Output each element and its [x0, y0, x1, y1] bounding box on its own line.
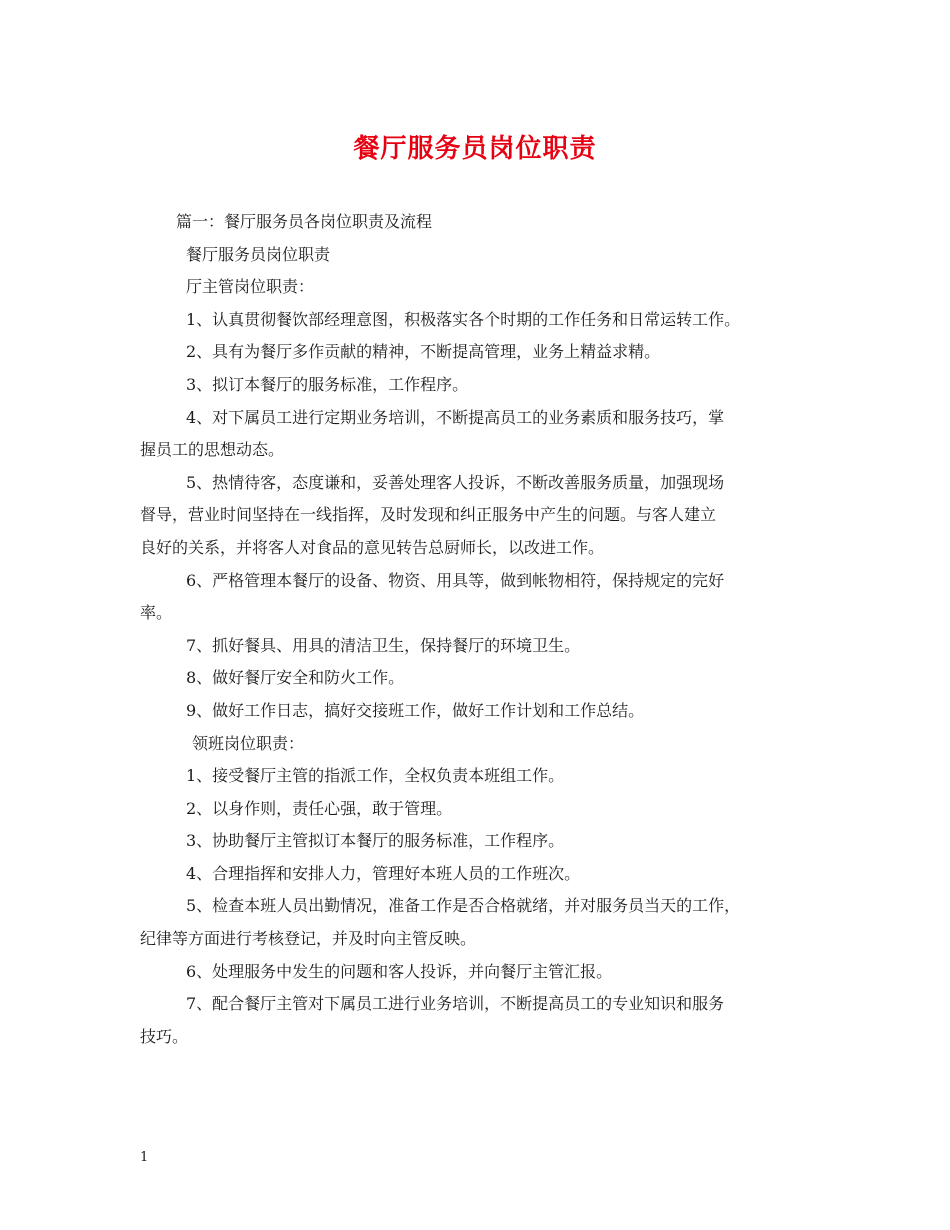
role-heading: 厅主管岗位职责：	[186, 277, 315, 297]
paragraph-line: 9、做好工作日志，搞好交接班工作，做好工作计划和工作总结。	[186, 700, 645, 720]
document-body	[140, 206, 820, 1053]
paragraph-line: 3、协助餐厅主管拟订本餐厅的服务标准，工作程序。	[186, 831, 565, 851]
paragraph-line: 4、对下属员工进行定期业务培训，不断提高员工的业务素质和服务技巧，掌	[186, 407, 725, 427]
paragraph-line: 7、配合餐厅主管对下属员工进行业务培训，不断提高员工的专业知识和服务	[186, 994, 725, 1014]
paragraph-line: 6、严格管理本餐厅的设备、物资、用具等，做到帐物相符，保持规定的完好	[186, 570, 725, 590]
document-title: 餐厅服务员岗位职责	[353, 134, 597, 164]
paragraph-line: 6、处理服务中发生的问题和客人投诉，并向餐厅主管汇报。	[186, 961, 613, 981]
paragraph-line: 良好的关系，并将客人对食品的意见转告总厨师长，以改进工作。	[140, 537, 605, 557]
paragraph-line: 2、具有为餐厅多作贡献的精神，不断提高管理，业务上精益求精。	[186, 342, 661, 362]
page-number: 1	[140, 1150, 149, 1165]
section-heading: 篇一：餐厅服务员各岗位职责及流程	[176, 212, 433, 231]
paragraph-line: 1、认真贯彻餐饮部经理意图，积极落实各个时期的工作任务和日常运转工作。	[186, 309, 741, 329]
paragraph-line: 5、检查本班人员出勤情况，准备工作是否合格就绪，并对服务员当天的工作，	[186, 896, 741, 916]
paragraph-line: 5、热情待客，态度谦和，妥善处理客人投诉，不断改善服务质量，加强现场	[186, 472, 725, 492]
paragraph-line: 纪律等方面进行考核登记，并及时向主管反映。	[140, 929, 477, 949]
paragraph-line: 技巧。	[140, 1026, 189, 1046]
paragraph-line: 3、拟订本餐厅的服务标准，工作程序。	[186, 374, 469, 394]
paragraph-line: 4、合理指挥和安排人力，管理好本班人员的工作班次。	[186, 863, 581, 883]
paragraph-line: 2、以身作则，责任心强，敢于管理。	[186, 798, 453, 818]
paragraph-line: 1、接受餐厅主管的指派工作，全权负责本班组工作。	[186, 766, 565, 786]
paragraph-line: 督导，营业时间坚持在一线指挥，及时发现和纠正服务中产生的问题。与客人建立	[140, 505, 717, 525]
paragraph-line: 7、抓好餐具、用具的清洁卫生，保持餐厅的环境卫生。	[186, 635, 581, 655]
paragraph-line: 8、做好餐厅安全和防火工作。	[186, 668, 405, 688]
paragraph-line: 率。	[140, 603, 173, 623]
paragraph-line: 握员工的思想动态。	[140, 440, 285, 460]
subheading: 餐厅服务员岗位职责	[186, 244, 331, 264]
role-heading: 领班岗位职责：	[192, 733, 305, 753]
